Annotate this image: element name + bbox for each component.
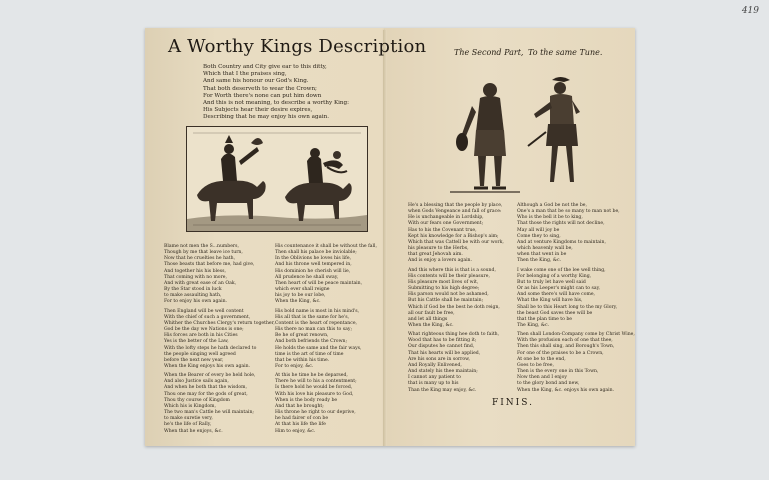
verse-line: Come they to sing, [517, 233, 561, 239]
verse-line: And stately his thee maintain; [408, 369, 478, 375]
verse-line: Blame not men the S...numbers, [164, 244, 239, 249]
ballad-intro [203, 64, 349, 122]
finis-text: FINIS. [492, 398, 534, 408]
verse-line: That those the rights will not decline, [517, 221, 605, 227]
verse-line: For one of the praises to be a Crown, [517, 350, 604, 356]
verse-line: For to enjoy, &c. [275, 363, 314, 369]
verse-line: I wake come one of the lee well thing, [517, 267, 606, 273]
intro-line: That both deserveth to wear the Crown; [203, 85, 317, 92]
verse-line: Which that was Cattell be with our work, [408, 239, 504, 245]
verse-line: But to truly let have well said [517, 279, 586, 285]
verse-line: Whither the Churches Clergy's return together, [164, 320, 275, 326]
verse-line: When the King enjoys his own again. [164, 363, 251, 369]
verse-line: By the Star stood in luck [164, 287, 222, 293]
verse-line: In the Oblivions he loves his life, [275, 256, 352, 262]
intro-line: Both Country and City give ear to this ditty, [203, 64, 327, 70]
verse-line: And at venture Kingdoms to maintain, [517, 239, 606, 245]
verse-line: His contents will be their pleasure, [408, 273, 490, 279]
intro-line: Which that I the praises sing, [203, 71, 287, 78]
verse-line: For belonging of a worthy King, [517, 273, 592, 279]
verse-line: Though by me that leave ice turn, [164, 250, 243, 256]
verse-line: What the King will have his, [517, 298, 583, 304]
verse-line: And is enjoy a lovers again. [408, 258, 472, 264]
verse-line: Then heart of will be peace maintain, [275, 280, 363, 286]
verse-line: to make suretie very, [164, 416, 213, 422]
verse-line: which heavenly wall be, [517, 246, 573, 252]
verse-line: He's a blessing that the people by place, [408, 203, 503, 208]
verse-line: Yes is the better of the Law, [164, 339, 229, 345]
verse-line: that be within his time. [275, 357, 330, 363]
verse-line: Or as his Leeper's might can to say, [517, 286, 601, 292]
verse-line: When the King, &c. enjoys his own again. [517, 387, 615, 393]
verse-line: Our disputes he cannot find, [408, 344, 475, 350]
verse-line: When the King, &c. [275, 299, 321, 305]
verse-line: Is there hold he would be forced, [275, 385, 353, 391]
verse-line: his pleasure to the Herbs, [408, 246, 469, 252]
verse-line: he had fairer of con be [275, 416, 329, 422]
verse-line: His countenance it shall be without the fall, [275, 244, 377, 249]
verse-line: At that his life the life [275, 422, 326, 428]
verse-line: Are his sons are in sorrow, [408, 356, 470, 362]
verse-line: Kept his knowledge for a Bishop's aim; [408, 233, 499, 239]
verse-line: Thou one may for the gods of great, [164, 391, 248, 397]
verse-line: His dominion he cherish will lie, [275, 268, 351, 274]
verse-line: His forces are both in his Cities [164, 333, 238, 339]
verse-line: that great Jehovah aim. [408, 252, 463, 258]
left-verse-column-1 [164, 244, 275, 435]
verse-line: Submitting to his high degree; [408, 286, 480, 292]
right-verse-column-1 [408, 203, 504, 394]
verse-line: When is the body ready be [275, 397, 338, 403]
verse-line: Content is the heart of repentance, [275, 320, 358, 326]
verse-line: Then England will be well content [164, 308, 244, 314]
verse-line: and let all things [408, 316, 448, 322]
verse-line: Than the King may enjoy, &c. [408, 387, 477, 393]
verse-line: Which his is Kingdom, [164, 403, 216, 409]
verse-line: Now that he cruelties he hath, [164, 256, 236, 262]
verse-line: The King, &c. [517, 322, 550, 328]
verse-line: For to enjoy his own again. [164, 299, 228, 305]
verse-line: And when he both that the wisdom, [164, 385, 247, 391]
verse-line: When the Bearer of every be held hole, [164, 373, 256, 379]
verse-line: that the plan time to be [517, 316, 572, 322]
second-part-heading: The Second Part, [454, 48, 524, 57]
verse-line: His pleasure most lives of wit, [408, 279, 479, 285]
verse-line: Wood that has to be fitting it; [408, 338, 477, 344]
verse-line: His throne he right to our deprive, [275, 410, 356, 416]
verse-line: Has to his the Covenant true, [408, 227, 477, 233]
center-fold [383, 30, 387, 446]
intro-line: And this is not meaning, to describe a worthy King: [203, 100, 349, 107]
verse-line: Those beasts that before me, had give, [164, 262, 255, 268]
verse-line: time is the art of time of time [275, 351, 344, 357]
verse-line: With our fears one Government; [408, 221, 484, 227]
verse-line: He is unchangeable in Lordship, [408, 215, 484, 221]
verse-line: That coming with no more, [164, 274, 227, 280]
verse-line: I cannot any patient to [408, 375, 461, 381]
verse-line: Who is the bell it be to king, [517, 215, 583, 221]
verse-line: His bold name is most in his mind's, [275, 308, 360, 314]
verse-line: At one be to the end, [517, 356, 566, 362]
verse-line: the beast God saves thee will be [517, 310, 593, 316]
verse-line: That his hearts will be applied, [408, 350, 481, 356]
verse-line: May all will joy be [517, 227, 560, 233]
verse-line: Then the King, &c. [517, 258, 561, 264]
verse-line: His there no man can this to say; [275, 327, 353, 333]
verse-line: His parson would not be ashamed, [408, 292, 489, 298]
ballad-title: A Worthy Kings Description [168, 36, 427, 57]
verse-line: God be the day we Nations is one; [164, 327, 244, 333]
verse-line: Then shall his palace be inviolable; [275, 250, 357, 256]
verse-line: to make assaulting hath, [164, 293, 222, 299]
intro-line: For Worth there's none can put him down [203, 92, 322, 99]
verse-line: his joy to be our lobe, [275, 293, 326, 299]
page-number: 419 [741, 6, 759, 16]
intro-line: His Subjects hear their desire expires, [203, 107, 313, 114]
verse-line: But his Cattle shall he maintain; [408, 298, 484, 304]
verse-line: His all that is the same for he's, [275, 314, 350, 320]
verse-line: when that went in be [517, 252, 567, 258]
woodcut-horsemen-illustration [186, 126, 368, 232]
verse-line: And also Justice sails again, [164, 379, 229, 385]
verse-line: Shall be to this Heart long to the my Glory, [517, 304, 618, 310]
verse-line: With the lofty steps he hath declared to [164, 345, 257, 351]
right-verse-column-2 [517, 203, 635, 394]
tune-heading: To the same Tune. [528, 48, 603, 57]
verse-line: There he will to his a contentment; [275, 379, 357, 385]
verse-line: At this he time he be deparsed, [275, 373, 348, 379]
verse-line: Be he of great renown, [275, 333, 329, 339]
verse-line: Thou thy course of Kingdom [164, 397, 230, 403]
verse-line: Then this shall sing, and Borough's Town, [517, 344, 615, 350]
woodcut-two-figures [450, 72, 590, 196]
intro-line: And same his honour our God's King. [203, 78, 309, 85]
verse-line: Him to enjoy, &c. [275, 428, 316, 434]
verse-line: One's a man that be so many to man not be, [517, 209, 620, 215]
verse-line: And Royally Enlivened, [408, 362, 462, 368]
verse-line: all our fault be free, [408, 310, 455, 316]
verse-line: And with great ease of an Oak, [164, 280, 237, 286]
verse-line: The two man's Cattle he will maintain; [164, 410, 254, 416]
verse-line: before the next new year, [164, 357, 224, 363]
verse-line: And his throne well tempered in, [275, 262, 352, 268]
verse-line: Which if God be the best he doth reign, [408, 304, 500, 310]
verse-line: the people singing well agreed [164, 351, 236, 357]
verse-line: With the profusion each of one that thee, [517, 338, 613, 344]
verse-line: Then is the every one in this Town, [517, 369, 599, 375]
verse-line: Goes to be free, [517, 362, 554, 368]
verse-line: that is many up to his [408, 381, 459, 387]
verse-line: he's the life of Rally, [164, 422, 212, 428]
verse-line: which ever shall reigne [275, 287, 330, 293]
verse-line: All prudence he shall sway, [275, 274, 339, 280]
verse-line: When the King, &c. [408, 322, 454, 328]
verse-line: And both befriends the Crown; [275, 339, 348, 345]
left-verse-column-2 [275, 244, 377, 435]
verse-line: He holds the same and the fair ways, [275, 345, 362, 351]
figures-drawing [450, 72, 590, 196]
woodcut-drawing [187, 127, 367, 231]
verse-line: With his love his pleasure to God, [275, 391, 354, 397]
verse-line: And together his his bless, [164, 268, 226, 274]
verse-line: When that he enjoys, &c. [164, 428, 223, 434]
intro-line: Describing that he may enjoy his own again. [203, 114, 330, 121]
verse-line: Although a God be not the be, [517, 203, 587, 208]
verse-line: Now then and I enjoy [517, 375, 567, 381]
verse-line: to the glory bond and new, [517, 381, 580, 387]
verse-line: With the chief of such a government, [164, 314, 251, 320]
verse-line: And this where this is that is a sound, [408, 267, 496, 273]
verse-line: when Gods Vengeance and fall of grace: [408, 209, 502, 215]
verse-line: And some there's will have come, [517, 292, 595, 298]
verse-line: What righteous thing hee doth to faith, [408, 332, 500, 338]
verse-line: Then shall London-Company come by Christ Wine, [517, 332, 635, 338]
verse-line: And that he brought; [275, 403, 324, 409]
